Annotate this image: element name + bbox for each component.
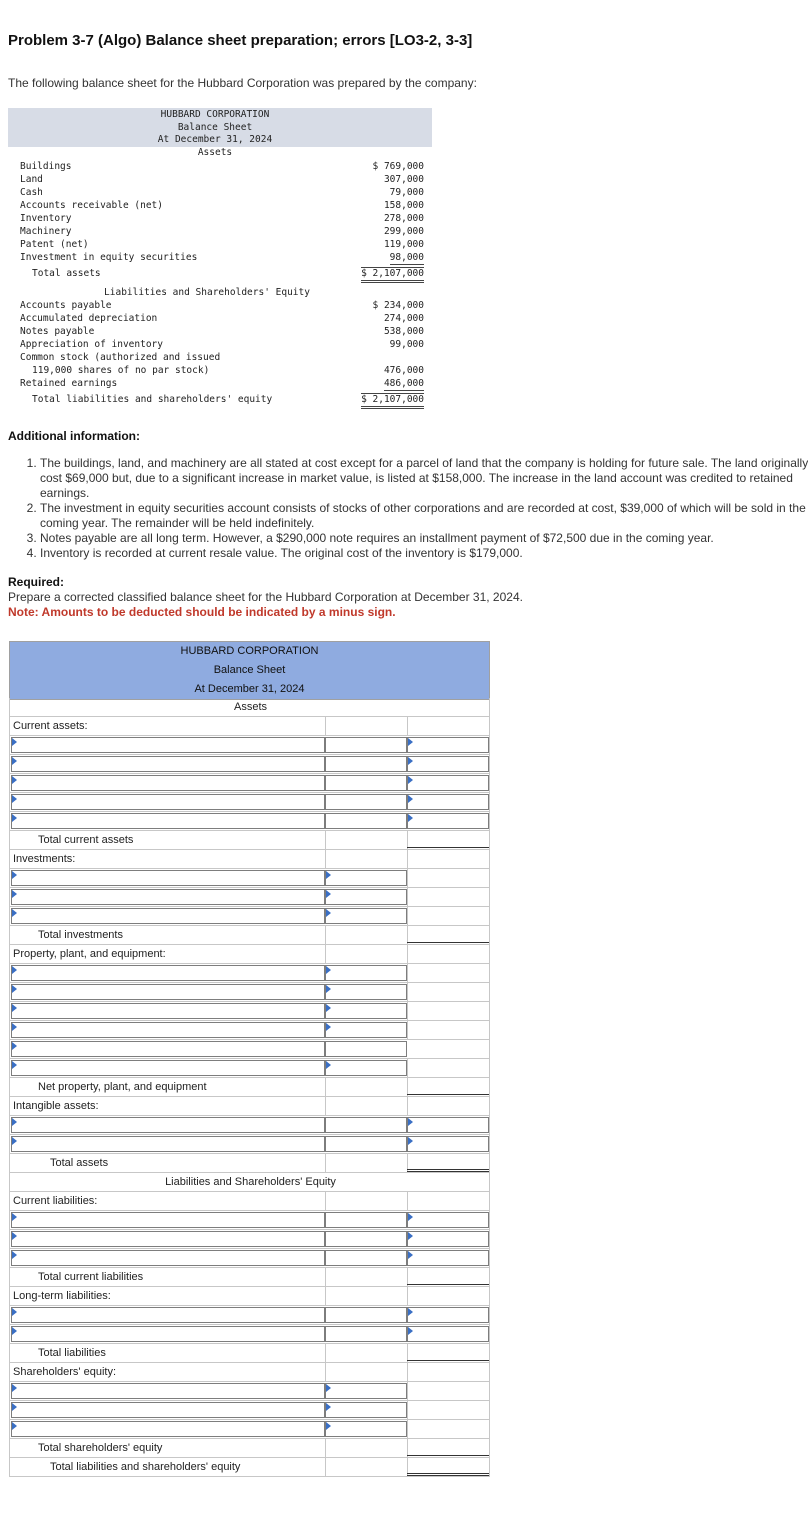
form-entry-row — [9, 1040, 490, 1059]
given-date: At December 31, 2024 — [157, 134, 273, 145]
given-asset-label: Cash — [20, 187, 43, 198]
column-divider — [407, 1363, 408, 1381]
column-divider — [325, 850, 326, 868]
form-entry-row — [9, 1382, 490, 1401]
column-divider — [407, 945, 408, 963]
intro-text: The following balance sheet for the Hubbard Corporation was prepared by the company: — [8, 76, 477, 90]
given-assets-heading: Assets — [197, 147, 233, 158]
additional-info-heading: Additional information: — [8, 429, 140, 443]
form-entry-row — [9, 1135, 490, 1154]
required-text: Prepare a corrected classified balance sheet for the Hubbard Corporation at December 31, 2024. — [8, 590, 523, 604]
account-name-select[interactable] — [11, 908, 325, 924]
form-entry-row — [9, 1116, 490, 1135]
form-total-row — [9, 831, 490, 850]
column-divider — [407, 1401, 408, 1419]
note-item: 4. Inventory is recorded at current resale value. The original cost of the inventory is $179,000. — [40, 546, 808, 561]
form-category-row — [9, 1287, 490, 1306]
form-total-label: Net property, plant, and equipment — [38, 1081, 207, 1093]
column-divider — [325, 1078, 326, 1096]
account-name-select[interactable] — [11, 737, 325, 753]
form-category-label: Property, plant, and equipment: — [13, 948, 166, 960]
form-company: HUBBARD CORPORATION — [180, 645, 319, 657]
form-total-label: Total shareholders' equity — [38, 1442, 163, 1454]
given-total-assets: $ 2,107,000 — [361, 267, 424, 283]
form-total-row — [9, 1458, 490, 1477]
amount-input-total-column[interactable] — [407, 756, 489, 772]
form-category-label: Investments: — [13, 853, 76, 865]
form-entry-row — [9, 907, 490, 926]
given-asset-amount: $ 769,000 — [372, 161, 424, 172]
column-divider — [325, 1154, 326, 1172]
form-entry-row — [9, 869, 490, 888]
column-divider — [407, 869, 408, 887]
amount-input-total-column[interactable] — [407, 1250, 489, 1266]
column-divider — [407, 1059, 408, 1077]
amount-input[interactable] — [325, 1250, 407, 1266]
form-category-label: Current liabilities: — [13, 1195, 98, 1207]
account-name-select[interactable] — [11, 870, 325, 886]
account-name-select[interactable] — [11, 889, 325, 905]
form-entry-row — [9, 1021, 490, 1040]
form-category-row — [9, 717, 490, 736]
form-total-label: Total current liabilities — [38, 1271, 144, 1283]
form-entry-row — [9, 1059, 490, 1078]
column-divider — [325, 1097, 326, 1115]
given-asset-label: Land — [20, 174, 43, 185]
amount-input-total-column[interactable] — [407, 1136, 489, 1152]
form-entry-row — [9, 1211, 490, 1230]
given-asset-label: Buildings — [20, 161, 72, 172]
form-category-row — [9, 1363, 490, 1382]
amount-input[interactable] — [325, 756, 407, 772]
column-divider — [407, 1002, 408, 1020]
amount-input[interactable] — [325, 1022, 407, 1038]
column-divider — [325, 1363, 326, 1381]
form-entry-row — [9, 888, 490, 907]
given-liab-label: Accumulated depreciation — [20, 313, 158, 324]
given-retained-label: Retained earnings — [20, 378, 118, 389]
form-total-row — [9, 1344, 490, 1363]
given-asset-amount: 98,000 — [389, 252, 424, 263]
column-divider — [325, 1344, 326, 1362]
form-entry-row — [9, 1306, 490, 1325]
account-name-select[interactable] — [11, 794, 325, 810]
account-name-select[interactable] — [11, 965, 325, 981]
given-asset-label: Inventory — [20, 213, 72, 224]
given-company: HUBBARD CORPORATION — [160, 109, 270, 120]
column-divider — [325, 1268, 326, 1286]
column-divider — [325, 831, 326, 849]
form-statement: Balance Sheet — [213, 664, 286, 676]
account-name-select[interactable] — [11, 1117, 325, 1133]
amount-input[interactable] — [325, 1060, 407, 1076]
given-liab-amount: 538,000 — [383, 326, 424, 337]
form-date: At December 31, 2024 — [194, 683, 305, 695]
form-entry-row — [9, 755, 490, 774]
form-section-heading — [9, 698, 490, 717]
form-category-label: Current assets: — [13, 720, 88, 732]
given-total-le-label: Total liabilities and shareholders' equity — [32, 394, 273, 405]
column-divider — [325, 717, 326, 735]
account-name-select[interactable] — [11, 1003, 325, 1019]
total-amount-cell[interactable] — [407, 1155, 489, 1172]
form-category-row — [9, 1097, 490, 1116]
amount-input[interactable] — [325, 1307, 407, 1323]
account-name-select[interactable] — [11, 1041, 325, 1057]
form-entry-row — [9, 1002, 490, 1021]
amount-input[interactable] — [325, 1136, 407, 1152]
amount-input[interactable] — [325, 775, 407, 791]
form-section-heading-label: Liabilities and Shareholders' Equity — [165, 1176, 336, 1188]
column-divider — [407, 983, 408, 1001]
form-entry-row — [9, 1325, 490, 1344]
form-category-label: Intangible assets: — [13, 1100, 99, 1112]
account-name-select[interactable] — [11, 1250, 325, 1266]
account-name-select[interactable] — [11, 1060, 325, 1076]
column-divider — [407, 1382, 408, 1400]
form-category-row — [9, 850, 490, 869]
given-liab-label: Appreciation of inventory — [20, 339, 163, 350]
given-asset-label: Accounts receivable (net) — [20, 200, 163, 211]
account-name-select[interactable] — [11, 1022, 325, 1038]
total-amount-cell[interactable] — [407, 1459, 489, 1476]
form-entry-row — [9, 793, 490, 812]
amount-input-total-column[interactable] — [407, 1231, 489, 1247]
given-retained-amount: 486,000 — [383, 378, 424, 389]
amount-input[interactable] — [325, 1421, 407, 1437]
column-divider — [407, 888, 408, 906]
form-entry-row — [9, 812, 490, 831]
amount-input[interactable] — [325, 965, 407, 981]
account-name-select[interactable] — [11, 984, 325, 1000]
account-name-select[interactable] — [11, 775, 325, 791]
additional-info-list — [28, 456, 808, 561]
total-amount-cell[interactable] — [407, 1345, 489, 1361]
form-entry-row — [9, 964, 490, 983]
total-amount-cell[interactable] — [407, 1079, 489, 1095]
column-divider — [325, 945, 326, 963]
account-name-select[interactable] — [11, 1136, 325, 1152]
form-total-row — [9, 1439, 490, 1458]
column-divider — [325, 1192, 326, 1210]
total-amount-cell[interactable] — [407, 832, 489, 848]
given-asset-label: Machinery — [20, 226, 72, 237]
column-divider — [407, 1420, 408, 1438]
total-amount-cell[interactable] — [407, 1269, 489, 1285]
form-entry-row — [9, 983, 490, 1002]
amount-input[interactable] — [325, 1402, 407, 1418]
given-asset-amount: 307,000 — [383, 174, 424, 185]
form-category-row — [9, 945, 490, 964]
amount-input[interactable] — [325, 1117, 407, 1133]
form-total-label: Total liabilities and shareholders' equity — [50, 1461, 241, 1473]
given-asset-amount: 119,000 — [383, 239, 424, 250]
required-note: Note: Amounts to be deducted should be indicated by a minus sign. — [8, 605, 396, 619]
given-total-assets-label: Total assets — [32, 268, 101, 279]
form-total-label: Total investments — [38, 929, 123, 941]
given-common-stock-label-2: 119,000 shares of no par stock) — [32, 365, 210, 376]
amount-input-total-column[interactable] — [407, 813, 489, 829]
form-header — [9, 641, 490, 700]
amount-input[interactable] — [325, 984, 407, 1000]
amount-input[interactable] — [325, 1383, 407, 1399]
given-balance-sheet — [8, 108, 432, 405]
given-statement: Balance Sheet — [177, 121, 253, 133]
account-name-select[interactable] — [11, 1231, 325, 1247]
note-item: 1. The buildings, land, and machinery are all stated at cost except for a parcel of land that the company is holding for future sale. The land originally cost $69,000 but, due to a significant increase in market value, is listed at $158,000. The increase in the land account was credited to retained earnings. — [40, 456, 808, 501]
required-heading: Required: — [8, 575, 65, 589]
form-total-row — [9, 1268, 490, 1287]
note-item: 3. Notes payable are all long term. However, a $290,000 note requires an installment payment of $72,500 due in the coming year. — [40, 531, 808, 546]
given-liab-amount: 274,000 — [383, 313, 424, 324]
given-asset-amount: 299,000 — [383, 226, 424, 237]
given-header — [8, 108, 432, 147]
column-divider — [325, 1287, 326, 1305]
given-asset-amount: 278,000 — [383, 213, 424, 224]
answer-form — [9, 641, 490, 1473]
amount-input-total-column[interactable] — [407, 1326, 489, 1342]
column-divider — [407, 850, 408, 868]
given-total-le: $ 2,107,000 — [361, 393, 424, 409]
account-name-select[interactable] — [11, 1212, 325, 1228]
form-entry-row — [9, 774, 490, 793]
form-entry-row — [9, 1249, 490, 1268]
amount-input[interactable] — [325, 794, 407, 810]
given-liab-label: Accounts payable — [20, 300, 112, 311]
given-asset-label: Patent (net) — [20, 239, 89, 250]
account-name-select[interactable] — [11, 1307, 325, 1323]
form-total-row — [9, 1078, 490, 1097]
account-name-select[interactable] — [11, 1402, 325, 1418]
note-item: 2. The investment in equity securities account consists of stocks of other corporations and are recorded at cost, $39,000 of which will be sold in the coming year. The remainder will be held indefinitely. — [40, 501, 808, 531]
amount-input[interactable] — [325, 1212, 407, 1228]
given-common-stock-label: Common stock (authorized and issued — [20, 352, 221, 363]
amount-input-total-column[interactable] — [407, 1307, 489, 1323]
amount-input[interactable] — [325, 1231, 407, 1247]
given-liab-label: Notes payable — [20, 326, 95, 337]
account-name-select[interactable] — [11, 813, 325, 829]
given-liab-amount: $ 234,000 — [372, 300, 424, 311]
amount-input[interactable] — [325, 1041, 407, 1057]
amount-input[interactable] — [325, 908, 407, 924]
column-divider — [407, 964, 408, 982]
form-total-row — [9, 926, 490, 945]
amount-input-total-column[interactable] — [407, 794, 489, 810]
given-liab-amount: 99,000 — [389, 339, 424, 350]
account-name-select[interactable] — [11, 1383, 325, 1399]
given-asset-amount: 158,000 — [383, 200, 424, 211]
total-amount-cell[interactable] — [407, 1440, 489, 1456]
form-entry-row — [9, 1230, 490, 1249]
amount-input-total-column[interactable] — [407, 1212, 489, 1228]
amount-input[interactable] — [325, 889, 407, 905]
form-total-label: Total assets — [50, 1157, 109, 1169]
account-name-select[interactable] — [11, 756, 325, 772]
form-category-row — [9, 1192, 490, 1211]
form-category-label: Shareholders' equity: — [13, 1366, 116, 1378]
amount-input[interactable] — [325, 1326, 407, 1342]
amount-input[interactable] — [325, 737, 407, 753]
form-category-label: Long-term liabilities: — [13, 1290, 111, 1302]
total-amount-cell[interactable] — [407, 927, 489, 943]
given-liab-heading: Liabilities and Shareholders' Equity — [104, 287, 310, 298]
column-divider — [325, 926, 326, 944]
form-entry-row — [9, 736, 490, 755]
form-total-label: Total current assets — [38, 834, 134, 846]
column-divider — [407, 1021, 408, 1039]
form-total-label: Total liabilities — [38, 1347, 106, 1359]
form-total-row — [9, 1154, 490, 1173]
form-entry-row — [9, 1420, 490, 1439]
column-divider — [325, 1439, 326, 1457]
amount-input-total-column[interactable] — [407, 1117, 489, 1133]
amount-input[interactable] — [325, 1003, 407, 1019]
column-divider — [407, 1192, 408, 1210]
column-divider — [407, 907, 408, 925]
given-asset-label: Investment in equity securities — [20, 252, 198, 263]
given-asset-amount: 79,000 — [389, 187, 424, 198]
amount-input-total-column[interactable] — [407, 775, 489, 791]
column-divider — [407, 1287, 408, 1305]
amount-input-total-column[interactable] — [407, 737, 489, 753]
column-divider — [325, 1458, 326, 1476]
column-divider — [407, 1097, 408, 1115]
given-common-stock-amount: 476,000 — [383, 365, 424, 376]
amount-input[interactable] — [325, 813, 407, 829]
form-section-heading-label: Assets — [233, 701, 267, 713]
form-section-heading — [9, 1173, 490, 1192]
account-name-select[interactable] — [11, 1326, 325, 1342]
amount-input[interactable] — [325, 870, 407, 886]
column-divider — [407, 717, 408, 735]
account-name-select[interactable] — [11, 1421, 325, 1437]
form-entry-row — [9, 1401, 490, 1420]
page-title: Problem 3-7 (Algo) Balance sheet preparation; errors [LO3-2, 3-3] — [8, 32, 473, 49]
